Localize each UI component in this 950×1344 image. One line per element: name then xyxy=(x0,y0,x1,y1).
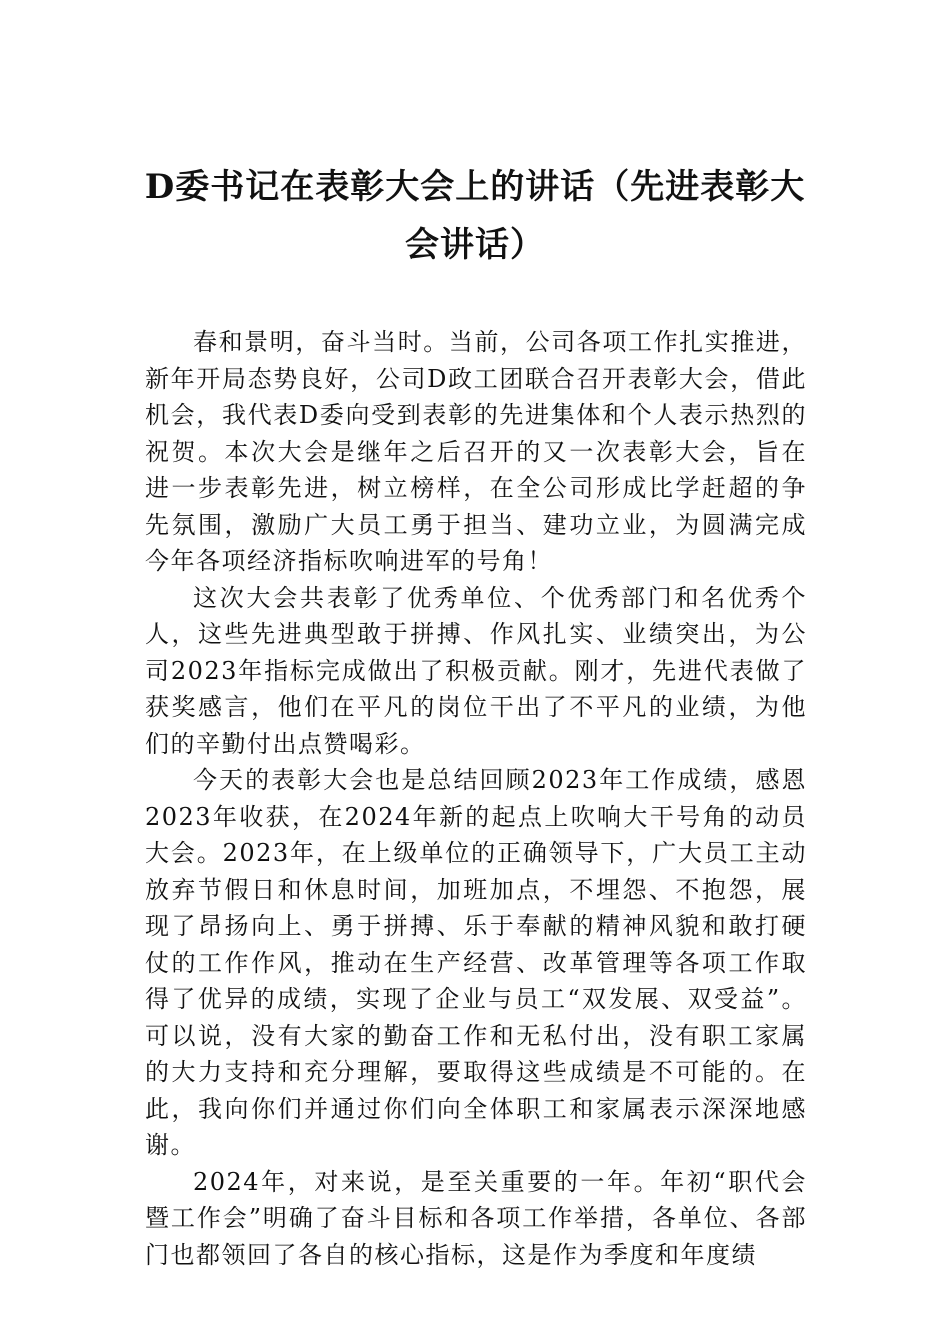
paragraph-1: 春和景明，奋斗当时。当前，公司各项工作扎实推进，新年开局态势良好，公司D政工团联合召开表彰大会，借此机会，我代表D委向受到表彰的先进集体和个人表示热烈的祝贺。本次大会是继年之后召开的又一次表彰大会，旨在进一步表彰先进，树立榜样，在全公司形成比学赶超的争先氛围，激励广大员工勇于担当、建功立业，为圆满完成今年各项经济指标吹响进军的号角！ xyxy=(145,328,807,575)
paragraph-4: 2024年，对来说，是至关重要的一年。年初“职代会暨工作会”明确了奋斗目标和各项工作举措，各单位、各部门也都领回了各自的核心指标，这是作为季度和年度绩 xyxy=(145,1167,807,1269)
paragraph-2: 这次大会共表彰了优秀单位、个优秀部门和名优秀个人，这些先进典型敢于拼搏、作风扎实、业绩突出，为公司2023年指标完成做出了积极贡献。刚才，先进代表做了获奖感言，他们在平凡的岗位干出了不平凡的业绩，为他们的辛勤付出点赞喝彩。 xyxy=(145,583,807,758)
document-title: D委书记在表彰大会上的讲话（先进表彰大会讲话） xyxy=(144,167,806,265)
paragraph-3: 今天的表彰大会也是总结回顾2023年工作成绩，感恩2023年收获，在2024年新的起点上吹响大干号角的动员大会。2023年，在上级单位的正确领导下，广大员工主动放弃节假日和休息时间，加班加点，不埋怨、不抱怨，展现了昂扬向上、勇于拼搏、乐于奉献的精神风貌和敢打硬仗的工作作风，推动在生产经营、改革管理等各项工作取得了优异的成绩，实现了企业与员工“双发展、双受益”。可以说，没有大家的勤奋工作和无私付出，没有职工家属的大力支持和充分理解，要取得这些成绩是不可能的。在此，我向你们并通过你们向全体职工和家属表示深深地感谢。 xyxy=(145,766,807,1159)
document-body xyxy=(145,324,807,1273)
